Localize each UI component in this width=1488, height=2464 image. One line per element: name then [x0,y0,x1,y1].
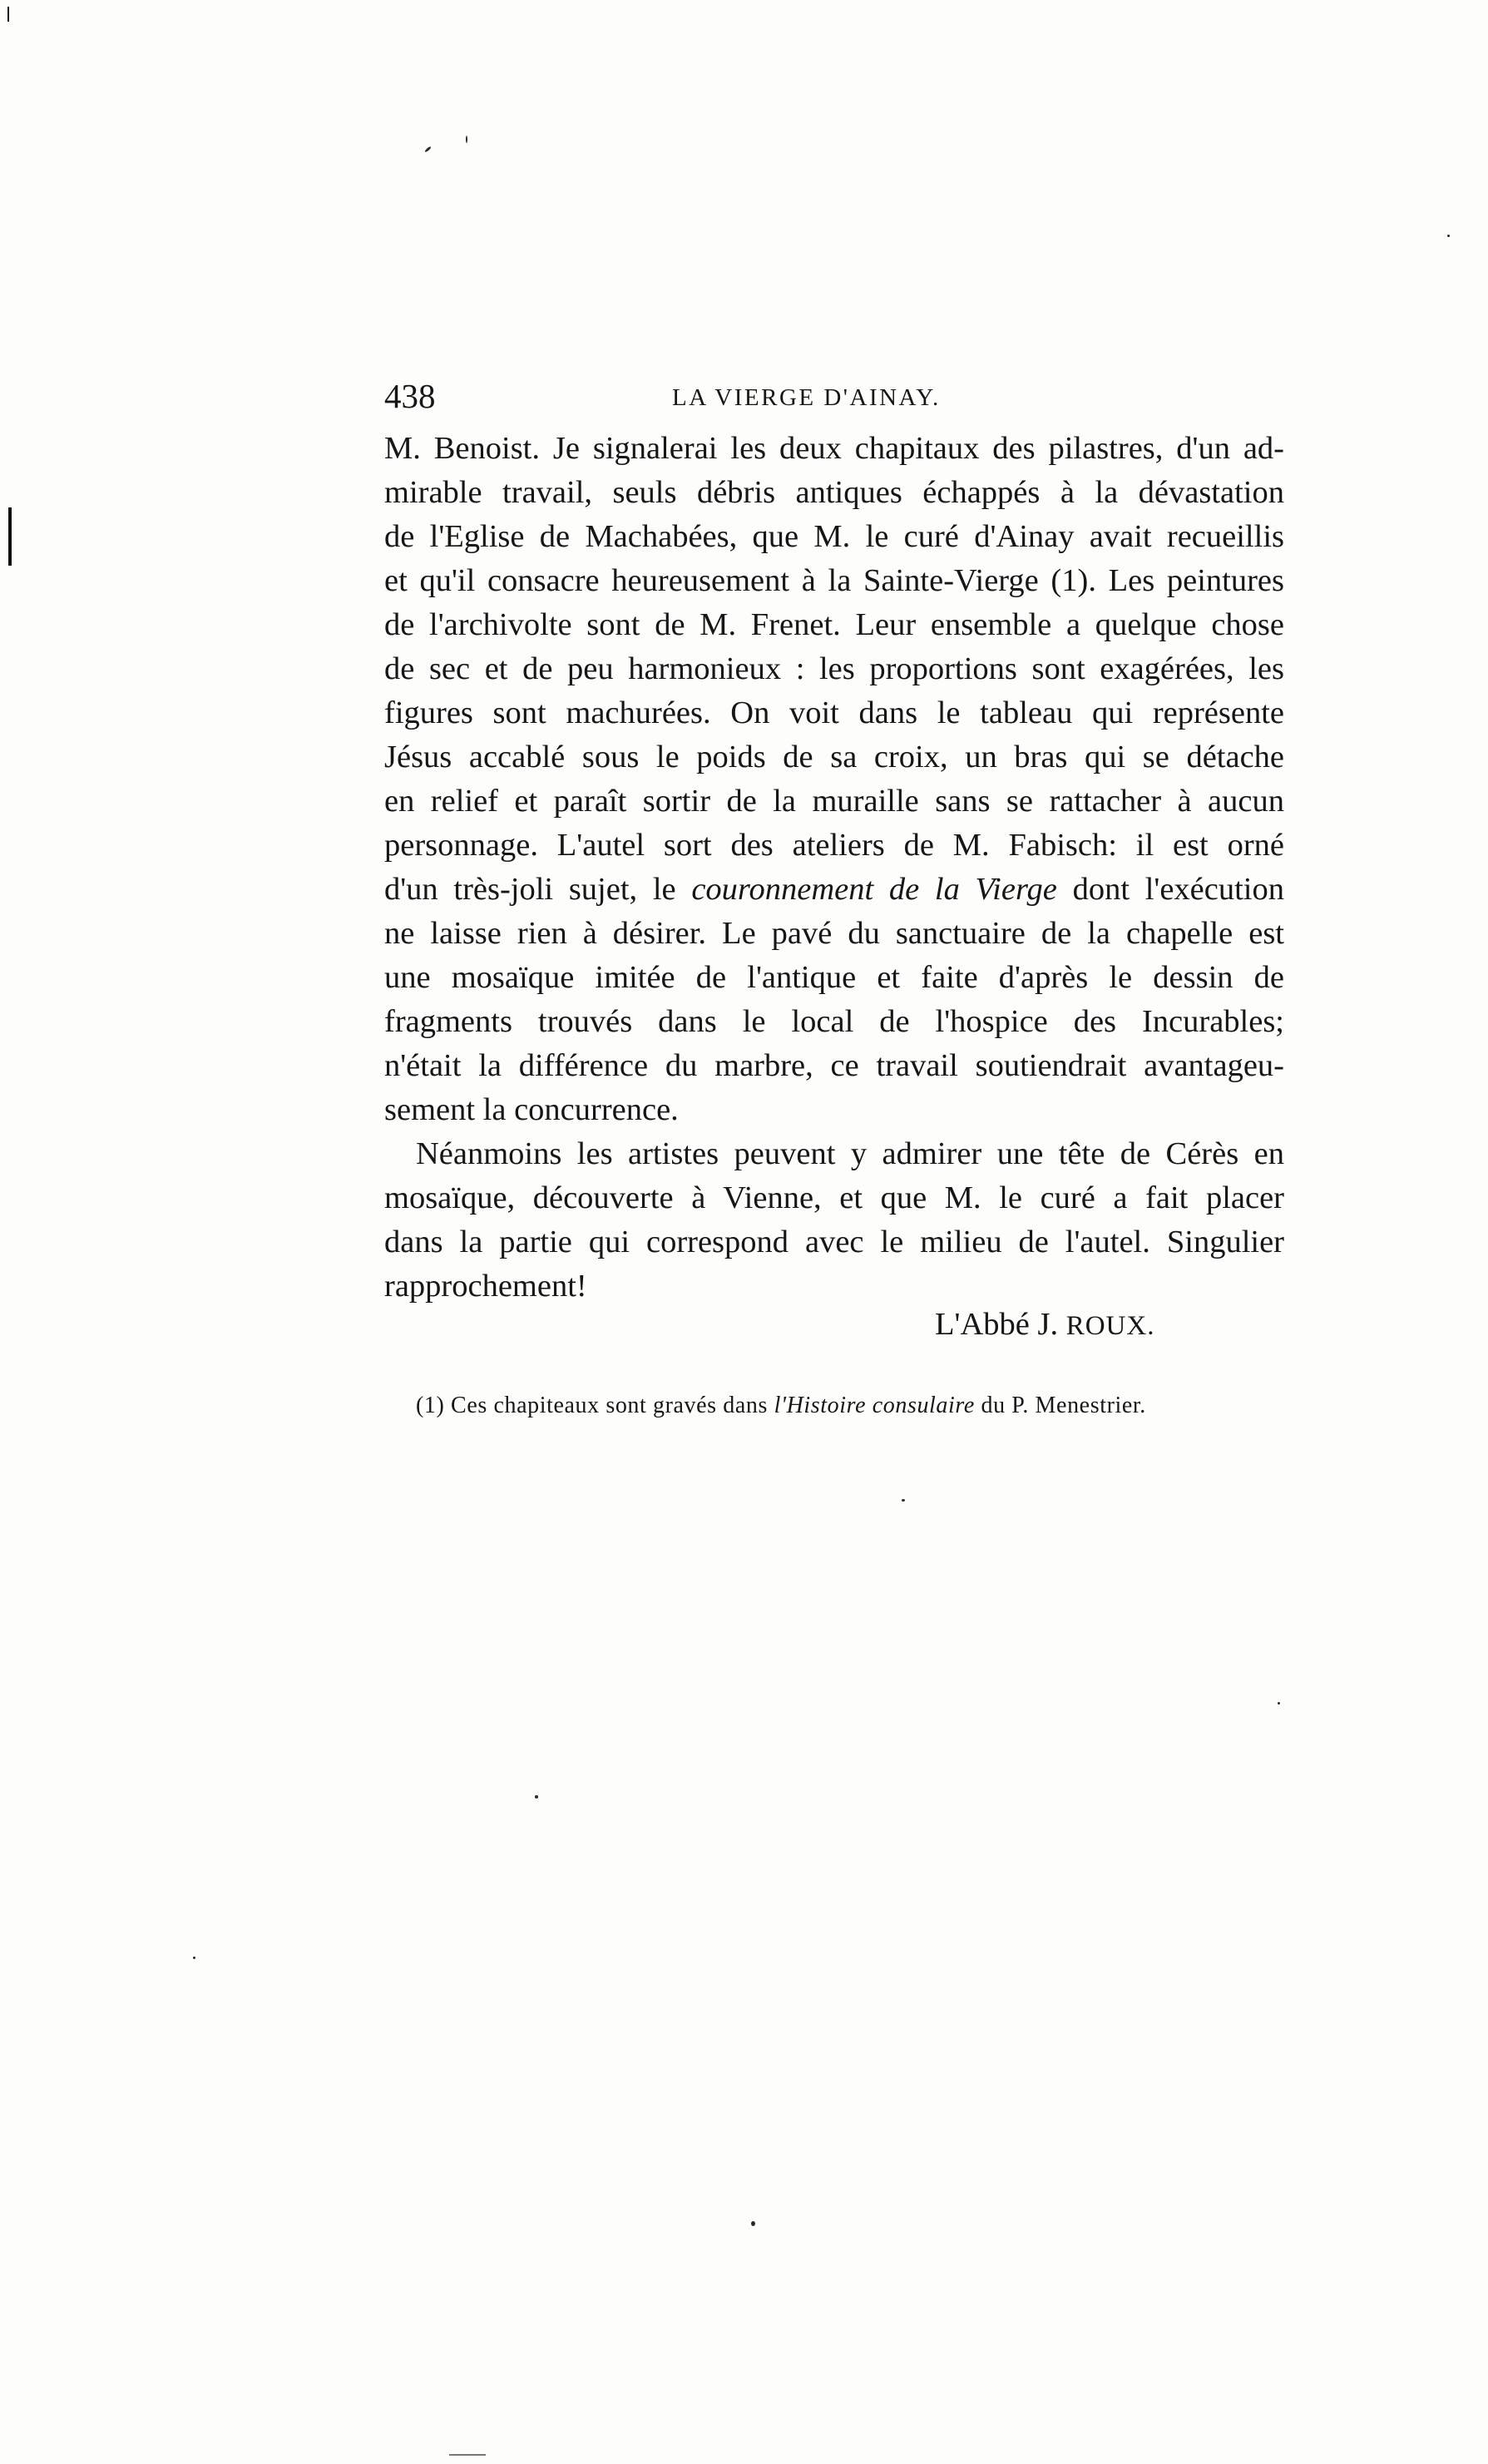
text-line: personnage. L'autel sort des ateliers de M. Fabisch: il est orné [384,828,1284,863]
signature-surname: ROUX. [1065,1311,1155,1341]
text-line: de l'archivolte sont de M. Frenet. Leur ensemble a quelque chose [384,607,1284,642]
scan-speck [466,136,467,143]
signature-prefix: L'Abbé J. [935,1307,1066,1342]
text-line: mirable travail, seuls débris antiques échappés à la dévastation [384,475,1284,510]
text-line: en relief et paraît sortir de la muraille sans se rattacher à aucun [384,784,1284,819]
line-text-after: dont l'exécution [1056,872,1284,907]
footnote-before: (1) Ces chapiteaux sont gravés dans [416,1393,774,1418]
text-line: Jésus accablé sous le poids de sa croix, un bras qui se détache [384,740,1284,774]
text-line: et qu'il consacre heureusement à la Sainte-Vierge (1). Les peintures [384,563,1284,598]
footnote-after: du P. Menestrier. [974,1393,1146,1418]
footnote-italic-title: l'Histoire consulaire [774,1393,975,1418]
scan-speck [193,1957,195,1959]
scan-speck [902,1499,905,1502]
text-line-with-italic [384,868,1284,912]
text-line: fragments trouvés dans le local de l'hospice des Incurables; [384,1004,1284,1039]
page-number: 438 [384,377,436,415]
text-line: figures sont machurées. On voit dans le tableau qui représente [384,695,1284,730]
text-line: ne laisse rien à désirer. Le pavé du sanctuaire de la chapelle est [384,916,1284,951]
scan-speck [751,2221,755,2226]
footnote [416,1388,1146,1424]
scan-speck [535,1795,538,1799]
text-line: n'était la différence du marbre, ce travail soutiendrait avantageu- [384,1048,1284,1083]
scan-mark-bottom [449,2454,486,2456]
body-text [384,427,1284,1309]
line-text-before: d'un très-joli sujet, le [384,872,692,907]
italic-title-couronnement: couronnement de la Vierge [691,872,1057,907]
running-head [384,373,1284,423]
scan-speck [1278,1702,1280,1705]
scan-speck [1447,235,1450,237]
author-signature [935,1303,1154,1348]
scan-mark-top-left [7,7,9,22]
text-line: une mosaïque imitée de l'antique et faite d'après le dessin de [384,960,1284,995]
text-line: mosaïque, découverte à Vienne, et que M. le curé a fait placer [384,1180,1284,1215]
running-title: LA VIERGE D'AINAY. [672,384,941,411]
text-line: de sec et de peu harmonieux : les proportions sont exagérées, les [384,651,1284,686]
text-line: M. Benoist. Je signalerai les deux chapitaux des pilastres, d'un ad- [384,431,1284,466]
text-line-paragraph-end: sement la concurrence. [384,1092,679,1127]
text-line: de l'Eglise de Machabées, que M. le curé d'Ainay avait recueillis [384,519,1284,554]
text-line-paragraph-end: rapprochement! [384,1269,587,1304]
scan-mark-left-edge [8,507,12,566]
scan-speck [424,146,432,152]
text-line: dans la partie qui correspond avec le milieu de l'autel. Singulier [384,1225,1284,1259]
text-line-paragraph-start: Néanmoins les artistes peuvent y admirer une tête de Cérès en [416,1136,1284,1171]
